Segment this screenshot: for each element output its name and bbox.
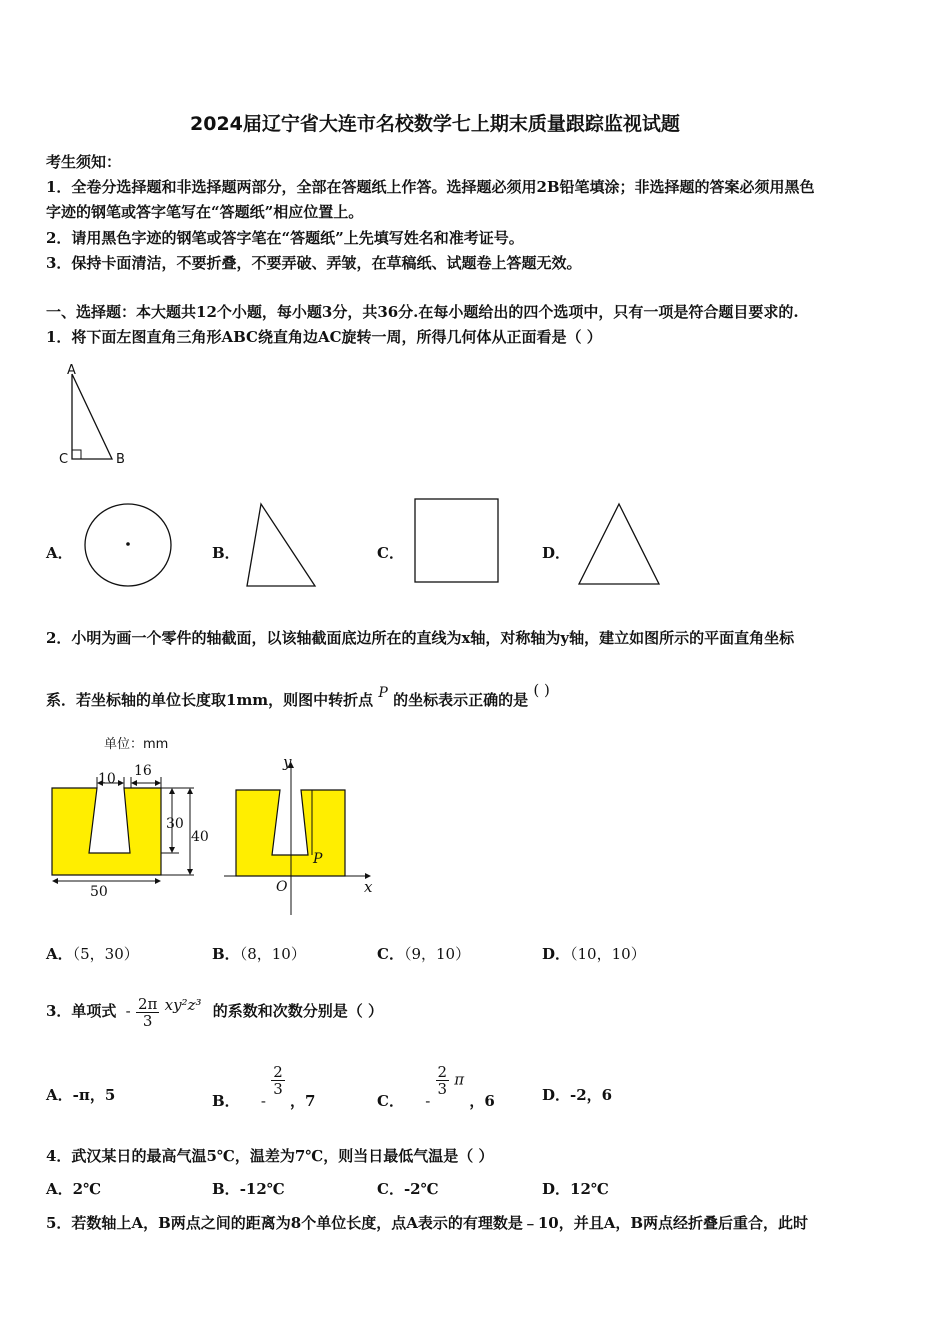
q2-option-c-label: C． <box>377 945 404 963</box>
q3-option-b-den: 3 <box>273 1080 283 1098</box>
q3-option-a-label: A． <box>46 1086 73 1104</box>
q3-numerator: 2π <box>137 994 158 1013</box>
q2-option-b[interactable] <box>212 944 306 964</box>
q2-line2-post: 的坐标表示正确的是 <box>393 691 529 709</box>
dim-10: 10 <box>98 771 116 787</box>
q3-option-c-minus: - <box>425 1091 431 1110</box>
notice-heading: 考生须知： <box>46 153 122 171</box>
triangle-label-a: A <box>67 363 76 378</box>
dim-30: 30 <box>166 816 184 832</box>
origin-label: O <box>276 879 288 895</box>
q4-option-a-label: A． <box>46 1180 73 1198</box>
q3-option-c-fraction <box>436 1064 450 1097</box>
q3-monomial: xy²z³ <box>164 996 202 1014</box>
page-title: 2024届辽宁省大连市名校数学七上期末质量跟踪监视试题 <box>190 113 680 135</box>
q3-minus: - <box>125 1002 131 1020</box>
q4-option-c-value: -2℃ <box>403 1180 439 1198</box>
q3-option-b-fraction <box>271 1064 285 1097</box>
q4-option-d[interactable] <box>542 1179 609 1199</box>
notice-item-1: 1．全卷分选择题和非选择题两部分，全部在答题纸上作答。选择题必须用2B铅笔填涂；非选择题的答案必须用黑色 <box>46 178 815 196</box>
q2-option-c-value: （9，10） <box>403 945 471 963</box>
q1-option-a[interactable]: A． <box>46 544 73 562</box>
q4-option-c-label: C． <box>377 1180 404 1198</box>
q4-option-b-label: B． <box>212 1180 240 1198</box>
q3-option-c-label: C． <box>377 1091 404 1110</box>
q1-option-b[interactable]: B． <box>212 544 240 562</box>
triangle-label-b: B <box>116 452 125 467</box>
q3-option-b-post: ，7 <box>290 1091 316 1110</box>
q3-pre: 3．单项式 <box>46 1002 117 1020</box>
dim-16: 16 <box>134 763 152 779</box>
q3-option-b-num: 2 <box>273 1063 283 1081</box>
q2-coordinate-figure <box>224 755 384 920</box>
q1-option-b-triangle <box>245 502 320 590</box>
q2-bracket: ( ) <box>533 681 550 699</box>
q4-option-a[interactable] <box>46 1179 101 1199</box>
q2-option-a[interactable] <box>46 944 139 964</box>
question-5-text: 5．若数轴上A，B两点之间的距离为8个单位长度，点A表示的有理数是﹣10，并且A，B两点经折叠后重合，此时 <box>46 1214 809 1232</box>
q1-option-d[interactable]: D． <box>542 544 571 562</box>
q3-option-a-value: -π，5 <box>72 1086 116 1104</box>
q2-unit-label: 单位：mm <box>104 737 169 752</box>
section-heading: 一、选择题：本大题共12个小题，每小题3分，共36分.在每小题给出的四个选项中，只有一项是符合题目要求的. <box>46 303 799 321</box>
q3-option-d-label: D． <box>542 1086 571 1104</box>
q3-option-b-minus: - <box>260 1091 266 1110</box>
q2-option-d[interactable] <box>542 944 646 964</box>
q3-option-d[interactable] <box>542 1085 612 1105</box>
question-3-text <box>46 985 383 1037</box>
q3-option-c[interactable] <box>377 1063 495 1110</box>
q1-option-d-triangle <box>576 502 662 588</box>
q2-option-d-value: （10，10） <box>570 945 646 963</box>
q3-option-c-pi: π <box>454 1070 465 1089</box>
question-4-text: 4．武汉某日的最高气温5℃，温差为7℃，则当日最低气温是（ ） <box>46 1147 494 1165</box>
axis-label-x: x <box>364 878 373 896</box>
triangle-label-c: C <box>59 452 69 467</box>
q2-option-b-value: （8，10） <box>239 945 306 963</box>
notice-item-1-cont: 字迹的钢笔或答字笔写在“答题纸”相应位置上。 <box>46 203 364 221</box>
q1-option-c[interactable]: C． <box>377 544 404 562</box>
q3-denominator: 3 <box>142 1011 153 1030</box>
q3-coefficient-fraction <box>136 996 159 1029</box>
question-1-text: 1．将下面左图直角三角形ABC绕直角边AC旋转一周，所得几何体从正面看是（ ） <box>46 328 602 346</box>
q2-option-c[interactable] <box>377 944 470 964</box>
q4-option-b-value: -12℃ <box>239 1180 285 1198</box>
q3-option-c-den: 3 <box>437 1080 448 1098</box>
notice-item-2: 2．请用黑色字迹的钢笔或答字笔在“答题纸”上先填写姓名和准考证号。 <box>46 229 524 247</box>
q3-option-b[interactable] <box>212 1063 316 1110</box>
q4-option-d-label: D． <box>542 1180 571 1198</box>
q4-option-c[interactable] <box>377 1179 439 1199</box>
q3-option-c-num: 2 <box>437 1063 448 1081</box>
q2-option-b-label: B． <box>212 945 240 963</box>
axis-label-y: y <box>283 753 292 771</box>
q2-option-d-label: D． <box>542 945 571 963</box>
q1-option-c-square <box>414 498 500 584</box>
question-2-text-line1: 2．小明为画一个零件的轴截面，以该轴截面底边所在的直线为x轴，对称轴为y轴，建立如图所示的平面直角坐标 <box>46 629 795 647</box>
dim-50: 50 <box>90 884 108 900</box>
q3-option-d-value: -2，6 <box>570 1086 613 1104</box>
q1-option-a-circle <box>82 502 174 588</box>
q4-option-b[interactable] <box>212 1179 285 1199</box>
q3-option-a[interactable] <box>46 1085 115 1105</box>
notice-item-3: 3．保持卡面清洁，不要折叠，不要弄破、弄皱，在草稿纸、试题卷上答题无效。 <box>46 254 582 272</box>
question-2-text-line2 <box>46 681 550 711</box>
q3-option-b-label: B． <box>212 1091 240 1110</box>
dim-40: 40 <box>191 829 209 845</box>
q4-option-d-value: 12℃ <box>570 1180 609 1198</box>
q3-post: 的系数和次数分别是（ ） <box>212 1002 383 1020</box>
point-p-label: P <box>313 851 323 867</box>
q2-option-a-label: A． <box>46 945 73 963</box>
q3-option-c-post: ，6 <box>469 1091 495 1110</box>
q2-option-a-value: （5，30） <box>72 945 139 963</box>
q2-point-p: P <box>378 685 388 701</box>
q2-line2-pre: 系．若坐标轴的单位长度取1mm，则图中转折点 <box>46 691 374 709</box>
q4-option-a-value: 2℃ <box>72 1180 102 1198</box>
